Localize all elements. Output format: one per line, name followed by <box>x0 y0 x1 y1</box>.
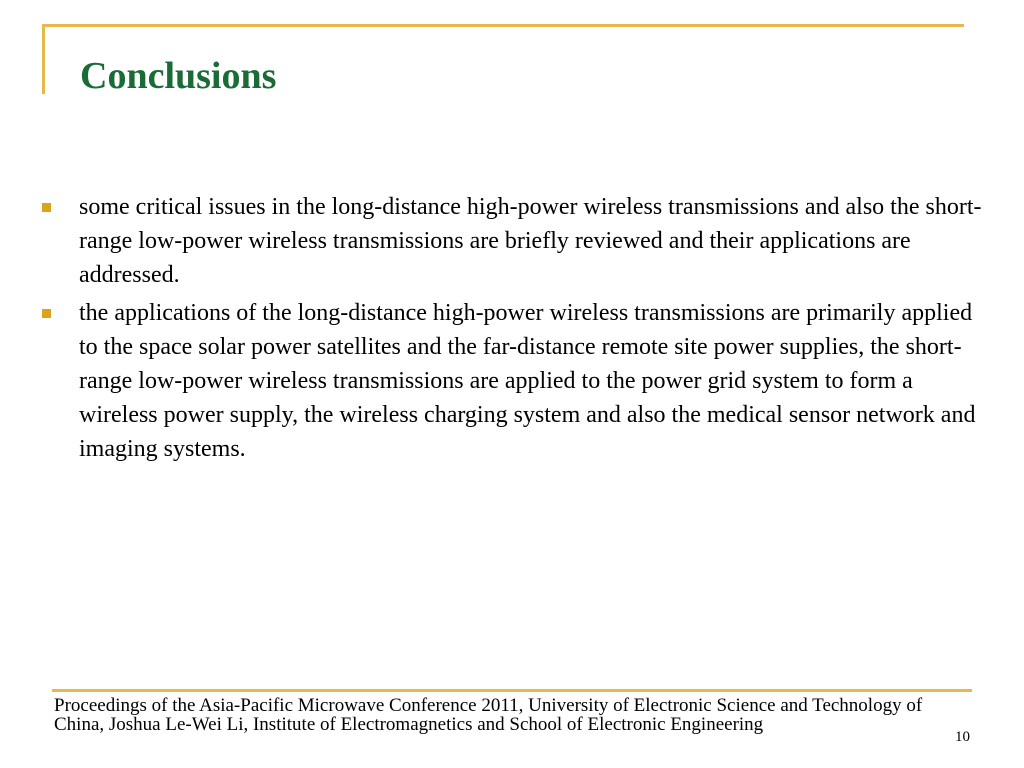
bullet-item <box>40 296 990 466</box>
footer-citation: Proceedings of the Asia-Pacific Microwave Conference 2011, University of Electronic Science and Technology of China, Joshua Le-Wei Li, Institute of Electromagnetics and School of Electronic Engineering <box>54 695 923 735</box>
bullet-item <box>40 190 990 292</box>
bullet-text: the applications of the long-distance high-power wireless transmissions are primarily applied to the space solar power satellites and the far-distance remote site power supplies, the short-range low-power wireless transmissions are applied to the power grid system to form a wireless power supply, the wireless charging system and also the medical sensor network and imaging systems. <box>79 300 976 462</box>
square-bullet-icon <box>42 309 51 318</box>
bullet-list <box>40 190 990 470</box>
footer-rule <box>52 689 972 692</box>
square-bullet-icon <box>42 203 51 212</box>
slide-title: Conclusions <box>80 55 277 97</box>
page-number: 10 <box>955 729 970 745</box>
title-frame-top-rule <box>42 24 964 27</box>
bullet-text: some critical issues in the long-distance high-power wireless transmissions and also the short-range low-power wireless transmissions are briefly reviewed and their applications are addressed. <box>79 194 982 288</box>
title-frame-left-rule <box>42 24 45 94</box>
